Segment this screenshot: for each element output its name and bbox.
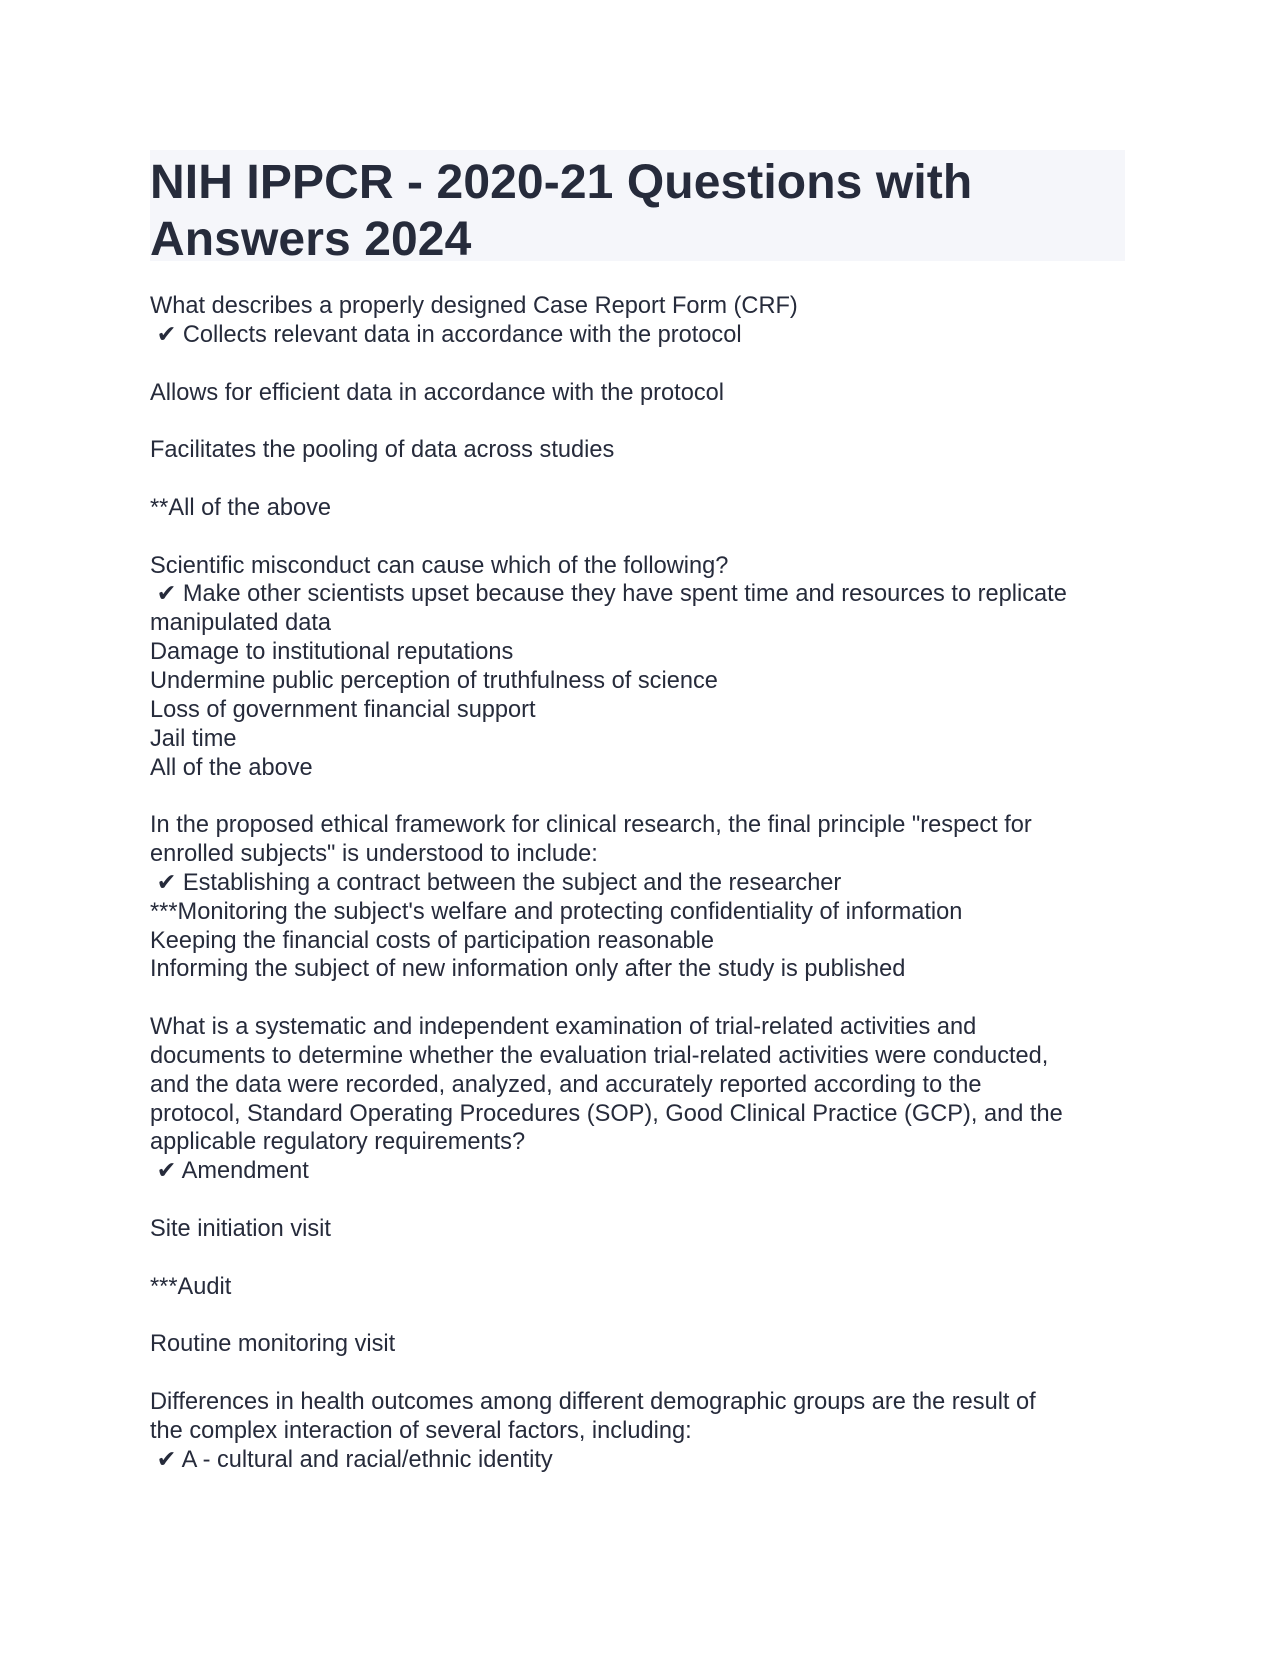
blank-line <box>150 1302 1125 1331</box>
blank-line <box>150 465 1125 494</box>
blank-line <box>150 350 1125 379</box>
text-line: applicable regulatory requirements? <box>150 1129 526 1156</box>
document-page <box>150 150 1125 1475</box>
text-line: Damage to institutional reputations <box>150 639 514 666</box>
title-banner <box>150 150 1125 266</box>
text-line: enrolled subjects" is understood to include: <box>150 841 598 868</box>
text-line: **All of the above <box>150 494 332 521</box>
blank-line <box>150 984 1125 1013</box>
text-line: ***Audit <box>150 1273 232 1300</box>
text-line: All of the above <box>150 754 313 781</box>
text-line: What describes a properly designed Case Report Form (CRF) <box>150 293 798 319</box>
blank-line <box>150 523 1125 552</box>
answer-line: ✔ Amendment <box>150 1158 309 1185</box>
text-line: What is a systematic and independent examination of trial-related activities and <box>150 1014 977 1041</box>
text-line: Undermine public perception of truthfulness of science <box>150 667 718 694</box>
answer-line: ✔ Establishing a contract between the subject and the researcher <box>150 869 842 896</box>
text-line: documents to determine whether the evaluation trial-related activities were conducted, <box>150 1042 1049 1069</box>
blank-line <box>150 1359 1125 1388</box>
text-line: protocol, Standard Operating Procedures (SOP), Good Clinical Practice (GCP), and the <box>150 1100 1063 1127</box>
answer-line: ✔ A - cultural and racial/ethnic identity <box>150 1446 553 1473</box>
page-title: NIH IPPCR - 2020-21 Questions with Answers 2024 <box>150 156 973 266</box>
text-line: Allows for efficient data in accordance with the protocol <box>150 379 724 406</box>
text-line: Keeping the financial costs of participation reasonable <box>150 927 714 954</box>
answer-line: ✔ Make other scientists upset because they have spent time and resources to replicate <box>150 581 1067 608</box>
text-line: Jail time <box>150 725 237 752</box>
document-body <box>150 292 1125 1475</box>
blank-line <box>150 1244 1125 1273</box>
text-line: Informing the subject of new information only after the study is published <box>150 956 906 983</box>
text-line: Loss of government financial support <box>150 696 536 723</box>
blank-line <box>150 782 1125 811</box>
text-line: Differences in health outcomes among different demographic groups are the result of <box>150 1389 1036 1416</box>
blank-line <box>150 1186 1125 1215</box>
text-line: Routine monitoring visit <box>150 1331 396 1358</box>
blank-line <box>150 407 1125 436</box>
text-line: the complex interaction of several factors, including: <box>150 1417 692 1444</box>
answer-line: ✔ Collects relevant data in accordance with the protocol <box>150 321 742 348</box>
text-line: Facilitates the pooling of data across studies <box>150 437 615 464</box>
text-line: Scientific misconduct can cause which of the following? <box>150 552 729 579</box>
text-line: and the data were recorded, analyzed, and accurately reported according to the <box>150 1071 982 1098</box>
text-line: In the proposed ethical framework for clinical research, the final principle "respect for <box>150 812 1032 839</box>
text-line: ***Monitoring the subject's welfare and protecting confidentiality of information <box>150 898 963 925</box>
text-line: Site initiation visit <box>150 1216 331 1242</box>
text-line: manipulated data <box>150 610 332 637</box>
